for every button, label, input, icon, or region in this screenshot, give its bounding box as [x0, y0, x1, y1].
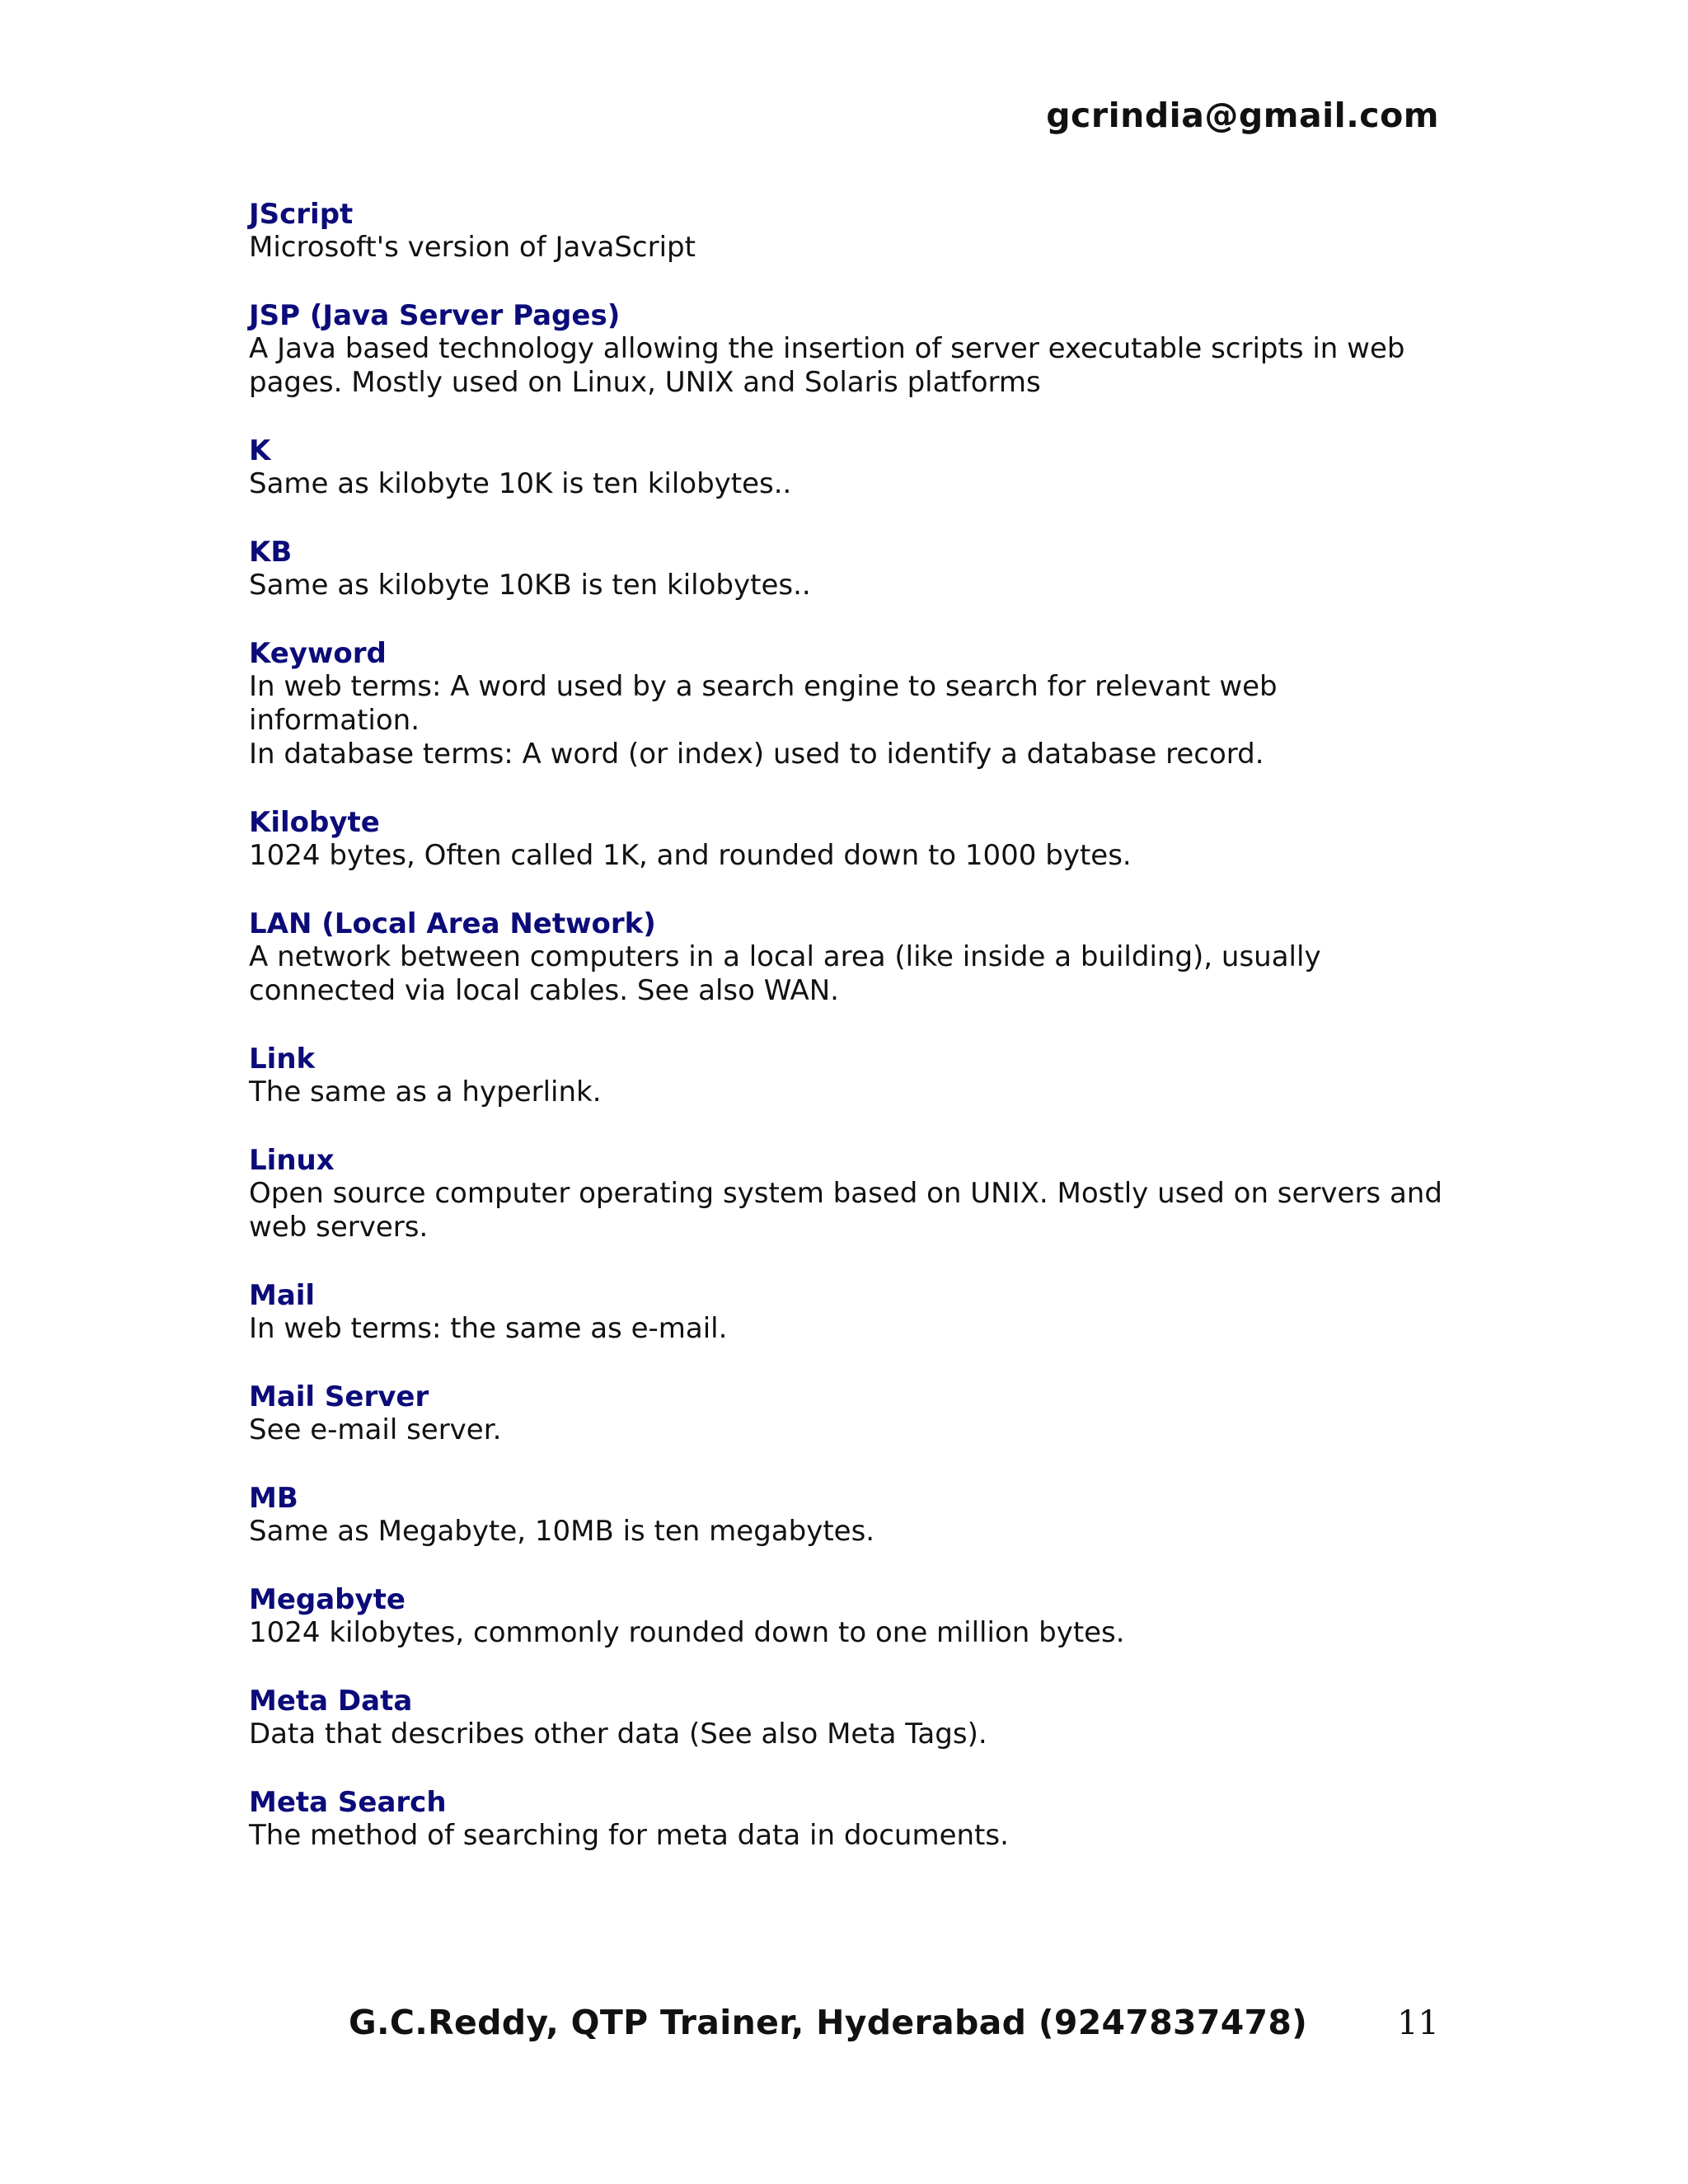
glossary-entry	[249, 1685, 1452, 1751]
glossary-term: MB	[249, 1482, 298, 1515]
glossary-entry	[249, 299, 1452, 400]
glossary-definition: In web terms: A word used by a search engine to search for relevant web information. In database terms: A word (or index) used to identify a database record.	[249, 670, 1278, 771]
glossary-definition: 1024 bytes, Often called 1K, and rounded down to 1000 bytes.	[249, 839, 1132, 872]
glossary-term: Meta Search	[249, 1786, 447, 1819]
page-number: 11	[1397, 2004, 1439, 2042]
glossary-term: Mail	[249, 1279, 316, 1312]
glossary-term: JSP (Java Server Pages)	[249, 299, 621, 332]
glossary-term: K	[249, 434, 271, 467]
glossary-definition: Same as kilobyte 10KB is ten kilobytes..	[249, 569, 811, 602]
glossary-definition: Data that describes other data (See also Meta Tags).	[249, 1718, 987, 1750]
glossary-definition: Open source computer operating system based on UNIX. Mostly used on servers and web servers.	[249, 1177, 1442, 1244]
glossary-term: Meta Data	[249, 1685, 413, 1718]
glossary-term: Keyword	[249, 637, 387, 670]
glossary-definition: Same as kilobyte 10K is ten kilobytes..	[249, 467, 792, 500]
glossary-definition: The method of searching for meta data in documents.	[249, 1819, 1009, 1852]
glossary-entry	[249, 1144, 1452, 1244]
glossary-entry	[249, 434, 1452, 501]
glossary-entry	[249, 198, 1452, 265]
glossary-entry	[249, 907, 1452, 1008]
header-email: gcrindia@gmail.com	[1046, 96, 1439, 135]
glossary-definition: The same as a hyperlink.	[249, 1076, 602, 1108]
glossary-term: Megabyte	[249, 1583, 406, 1616]
glossary-definition: See e-mail server.	[249, 1413, 502, 1446]
glossary-term: JScript	[249, 198, 354, 231]
glossary-entry	[249, 1482, 1452, 1549]
glossary-definition: A Java based technology allowing the insertion of server executable scripts in web pages. Mostly used on Linux, UNIX and Solaris platforms	[249, 332, 1405, 399]
glossary-entry	[249, 1786, 1452, 1853]
glossary-entry	[249, 1380, 1452, 1447]
glossary-term: Mail Server	[249, 1380, 429, 1413]
glossary-term: Linux	[249, 1144, 335, 1177]
glossary-definition: A network between computers in a local area (like inside a building), usually connected via local cables. See also WAN.	[249, 940, 1321, 1007]
glossary-list	[249, 198, 1452, 1887]
glossary-entry	[249, 536, 1452, 602]
glossary-entry	[249, 1583, 1452, 1650]
glossary-term: LAN (Local Area Network)	[249, 907, 656, 940]
glossary-entry	[249, 637, 1452, 771]
glossary-term: KB	[249, 536, 293, 569]
glossary-definition: 1024 kilobytes, commonly rounded down to one million bytes.	[249, 1616, 1125, 1649]
glossary-term: Link	[249, 1043, 316, 1076]
glossary-definition: Microsoft's version of JavaScript	[249, 231, 696, 264]
glossary-term: Kilobyte	[249, 806, 380, 839]
glossary-entry	[249, 1279, 1452, 1346]
glossary-entry	[249, 1043, 1452, 1109]
footer-author-line: G.C.Reddy, QTP Trainer, Hyderabad (9247837478)	[349, 2003, 1308, 2042]
glossary-definition: Same as Megabyte, 10MB is ten megabytes.	[249, 1515, 875, 1548]
glossary-definition: In web terms: the same as e-mail.	[249, 1312, 728, 1345]
glossary-entry	[249, 806, 1452, 873]
